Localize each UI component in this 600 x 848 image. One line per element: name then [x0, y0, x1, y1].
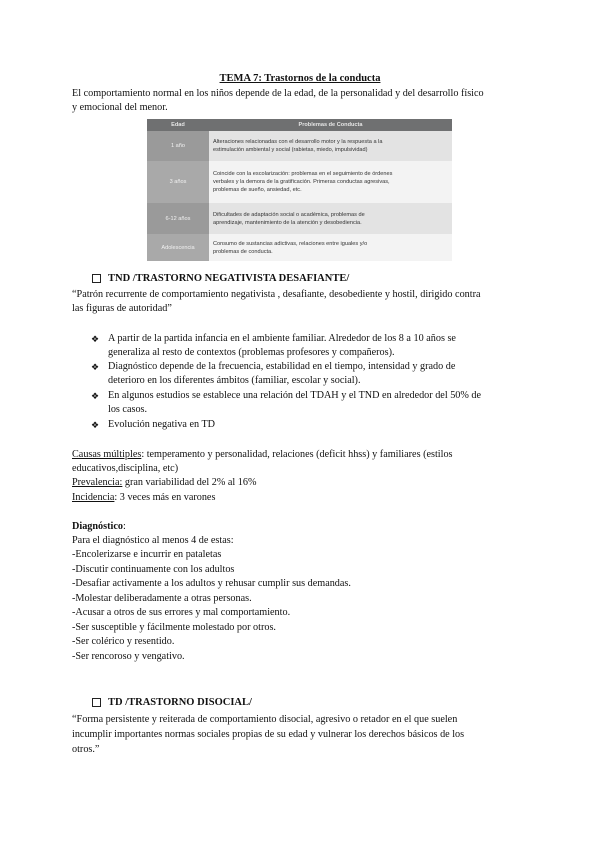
incidencia-label: Incidencia [72, 492, 115, 503]
criterion-item: -Ser colérico y resentido. [72, 636, 175, 647]
causas-label: Causas múltiples [72, 449, 142, 460]
causas-line-2: educativos,disciplina, etc) [72, 463, 179, 474]
section-heading-tnd [92, 273, 349, 284]
diagnostico-heading [72, 520, 126, 534]
table-row [147, 203, 452, 234]
table-cell-age: 1 año [147, 131, 209, 161]
td-quote-line-2: incumplir importantes normas sociales propias de su edad y vulnerar los derechos básicos de los [72, 729, 465, 740]
table-header-row [147, 119, 452, 131]
diagnostico-intro: Para el diagnóstico al menos 4 de estas: [72, 535, 234, 546]
table-cell-desc [209, 161, 452, 203]
bullet-line: En algunos estudios se establece una relación del TDAH y el TND en alrededor del 50% de [108, 390, 482, 401]
table-cell-desc [209, 203, 452, 234]
page-title: TEMA 7: Trastornos de la conducta [219, 73, 381, 84]
intro-line-1: El comportamiento normal en los niños depende de la edad, de la personalidad y del desarrollo físico [72, 88, 484, 99]
checkbox-icon[interactable] [92, 274, 101, 283]
td-quote-line-1: “Forma persistente y reiterada de comportamiento disocial, agresivo o retador en el que suelen [72, 714, 458, 725]
section-heading-td [92, 697, 252, 708]
section-heading-text: TD /TRASTORNO DISOCIAL/ [108, 697, 252, 708]
table-cell-age: 3 años [147, 161, 209, 203]
table-cell-line: estimulación ambiental y social (rabietas, miedo, impulsividad) [213, 147, 368, 153]
table-cell-desc [209, 131, 452, 161]
prevalencia-line [72, 476, 256, 490]
td-quote-line-3: otros.” [72, 744, 100, 755]
table-row [147, 234, 452, 261]
table-cell-line: Dificultades de adaptación social o académica, problemas de [213, 211, 365, 218]
table-cell-age: Adolescencia [147, 234, 209, 261]
table-cell-line: problemas de conducta. [213, 248, 273, 255]
incidencia-line [72, 491, 215, 505]
causas-line [72, 448, 453, 462]
table-row [147, 131, 452, 161]
prevalencia-label: Prevalencia: [72, 477, 123, 488]
table-header-age: Edad [147, 119, 209, 131]
checkbox-icon[interactable] [92, 698, 101, 707]
bullet-line: los casos. [108, 404, 148, 415]
development-table [147, 119, 452, 261]
table-cell-line: Coincide con la escolarización: problemas en el seguimiento de órdenes [213, 171, 393, 177]
criterion-item: -Acusar a otros de sus errores y mal comportamiento. [72, 607, 291, 618]
table-header-problems: Problemas de Conducta [209, 119, 452, 131]
criterion-item: -Ser susceptible y fácilmente molestado por otros. [72, 622, 276, 633]
criterion-item: -Desafiar activamente a los adultos y rehusar cumplir sus demandas. [72, 578, 351, 589]
table-cell-line: Consumo de sustancias adictivas, relaciones entre iguales y/o [213, 240, 368, 247]
diagnostico-label: Diagnóstico [72, 521, 123, 532]
table-cell-desc [209, 234, 452, 261]
criterion-item: -Molestar deliberadamente a otras personas. [72, 593, 252, 604]
causas-text: : temperamento y personalidad, relaciones (deficit hhss) y familiares (estilos [141, 449, 453, 460]
prevalencia-text: gran variabilidad del 2% al 16% [122, 477, 257, 488]
criterion-item: -Ser rencoroso y vengativo. [72, 651, 185, 662]
bullet-line: deterioro en los diferentes ámbitos (familiar, escolar y social). [108, 375, 361, 386]
table-cell-line: aprendizaje, mantenimiento de la atención y desobediencia. [213, 219, 362, 226]
table-cell-age: 6-12 años [147, 203, 209, 234]
table-cell-line: Alteraciones relacionadas con el desarrollo motor y la respuesta a la [213, 139, 383, 145]
diamond-bullet-icon: ❖ [91, 362, 100, 372]
tnd-quote-line-2: las figuras de autoridad” [72, 303, 172, 314]
bullet-line: A partir de la partida infancia en el ambiente familiar. Alrededor de los 8 a 10 años se [108, 333, 456, 344]
table-row [147, 161, 452, 203]
diamond-bullet-icon: ❖ [91, 420, 100, 430]
criterion-item: -Discutir continuamente con los adultos [72, 564, 235, 575]
bullet-line: Evolución negativa en TD [108, 419, 216, 430]
table-cell-line: problemas de sueño, ansiedad, etc. [213, 187, 302, 193]
criterion-item: -Encolerizarse e incurrir en pataletas [72, 549, 222, 560]
section-heading-text: TND /TRASTORNO NEGATIVISTA DESAFIANTE/ [108, 273, 350, 284]
bullet-line: generaliza al resto de contextos (problemas profesores y compañeros). [108, 347, 395, 358]
intro-line-2: y emocional del menor. [72, 102, 168, 113]
diamond-bullet-icon: ❖ [91, 391, 100, 401]
diamond-bullet-icon: ❖ [91, 334, 100, 344]
table-cell-line: verbales y la demora de la gratificación. Primeras conductas agresivas, [213, 179, 390, 185]
bullet-line: Diagnóstico depende de la frecuencia, estabilidad en el tiempo, intensidad y grado de [108, 361, 456, 372]
incidencia-text: : 3 veces más en varones [114, 492, 216, 503]
diagnostico-colon: : [122, 521, 126, 532]
tnd-quote-line-1: “Patrón recurrente de comportamiento negativista , desafiante, desobediente y hostil, dirigido contra [72, 289, 481, 300]
